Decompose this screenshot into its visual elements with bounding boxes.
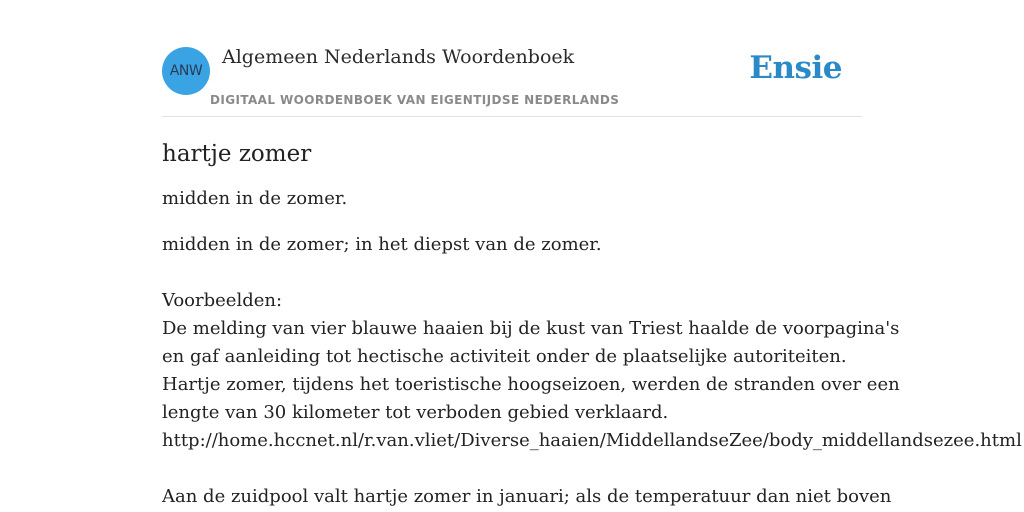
examples-label: Voorbeelden: <box>162 290 283 311</box>
anw-logo[interactable] <box>162 47 210 95</box>
long-definition: midden in de zomer; in het diepst van de zomer. <box>162 234 602 255</box>
headword: hartje zomer <box>162 141 312 167</box>
logo-text: ANW <box>169 63 203 79</box>
long-definition-block <box>162 231 1022 511</box>
entry-content <box>162 137 1022 511</box>
example-line: lengte van 30 kilometer tot verboden gebied verklaard. <box>162 402 669 423</box>
site-subtitle: DIGITAAL WOORDENBOEK VAN EIGENTIJDSE NEDERLANDS <box>210 93 620 107</box>
spacer <box>162 455 1012 483</box>
site-title[interactable]: Algemeen Nederlands Woordenboek <box>222 46 575 68</box>
example-line: Aan de zuidpool valt hartje zomer in januari; als de temperatuur dan niet boven <box>162 486 892 507</box>
spacer <box>162 259 1012 287</box>
site-header <box>162 0 862 117</box>
short-definition: midden in de zomer. <box>162 188 348 209</box>
example-line: De melding van vier blauwe haaien bij de kust van Triest haalde de voorpagina's <box>162 318 900 339</box>
ensie-brand-logo[interactable]: Ensie <box>749 50 842 86</box>
example-source-link[interactable]: http://home.hccnet.nl/r.van.vliet/Diverse_haaien/MiddellandseZee/body_middellandsezee.html <box>162 430 1022 451</box>
example-line: Hartje zomer, tijdens het toeristische hoogseizoen, werden de stranden over een <box>162 374 900 395</box>
example-line: en gaf aanleiding tot hectische activiteit onder de plaatselijke autoriteiten. <box>162 346 847 367</box>
